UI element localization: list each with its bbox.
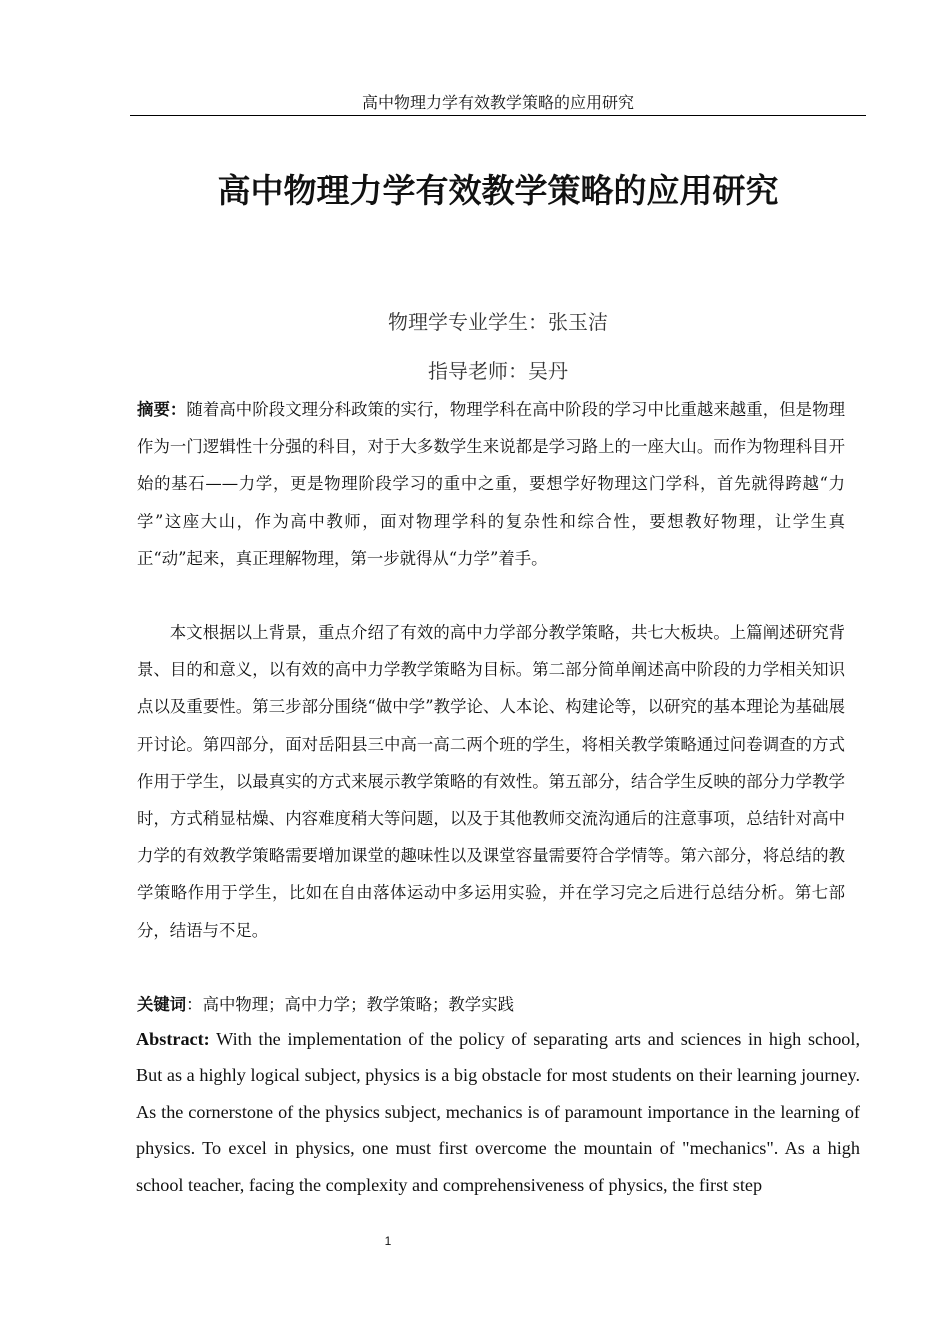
keywords-separator: ：	[186, 995, 203, 1014]
keywords-cn	[137, 986, 845, 1023]
advisor-line: 指导老师：吴丹	[428, 359, 568, 383]
abstract-cn	[137, 391, 845, 577]
author-line: 物理学专业学生：张玉洁	[388, 310, 608, 334]
intro-paragraph-cn: 本文根据以上背景，重点介绍了有效的高中力学部分教学策略，共七大板块。上篇阐述研究背景、目的和意义，以有效的高中力学教学策略为目标。第二部分简单阐述高中阶段的力学相关知识点以及重要性。第三步部分围绕“做中学”教学论、人本论、构建论等，以研究的基本理论为基础展开讨论。第四部分，面对岳阳县三中高一高二两个班的学生，将相关教学策略通过问卷调查的方式作用于学生，以最真实的方式来展示教学策略的有效性。第五部分，结合学生反映的部分力学教学时，方式稍显枯燥、内容难度稍大等问题，以及于其他教师交流沟通后的注意事项，总结针对高中力学的有效教学策略需要增加课堂的趣味性以及课堂容量需要符合学情等。第六部分，将总结的教学策略作用于学生，比如在自由落体运动中多运用实验，并在学习完之后进行总结分析。第七部分，结语与不足。	[137, 623, 845, 940]
running-header: 高中物理力学有效教学策略的应用研究	[361, 93, 634, 112]
abstract-en	[136, 1021, 860, 1203]
abstract-cn-text: 随着高中阶段文理分科政策的实行，物理学科在高中阶段的学习中比重越来越重，但是物理作为一门逻辑性十分强的科目，对于大多数学生来说都是学习路上的一座大山。而作为物理科目开始的基石——力学，更是物理阶段学习的重中之重，要想学好物理这门学科，首先就得跨越“力学”这座大山，作为高中教师，面对物理学科的复杂性和综合性，要想教好物理，让学生真正“动”起来，真正理解物理，第一步就得从“力学”着手。	[137, 400, 846, 568]
abstract-cn-label: 摘要：	[137, 400, 187, 419]
page-number: 1	[384, 1234, 392, 1248]
keywords-text: 高中物理；高中力学；教学策略；教学实践	[202, 995, 514, 1014]
header-rule	[130, 115, 866, 116]
paper-title: 高中物理力学有效教学策略的应用研究	[217, 171, 779, 210]
abstract-en-text: With the implementation of the policy of separating arts and sciences in high school, But as a highly logical subject, physics is a big obstacle for most students on their learning journey. As the cornerstone of the physics subject, mechanics is of paramount importance in the learning of physics. To excel in physics, one must first overcome the mountain of "mechanics". As a high school teacher, facing the complexity and comprehensiveness of physics, the first step	[136, 1029, 860, 1195]
abstract-en-label: Abstract:	[136, 1029, 210, 1049]
keywords-label: 关键词	[137, 995, 187, 1014]
